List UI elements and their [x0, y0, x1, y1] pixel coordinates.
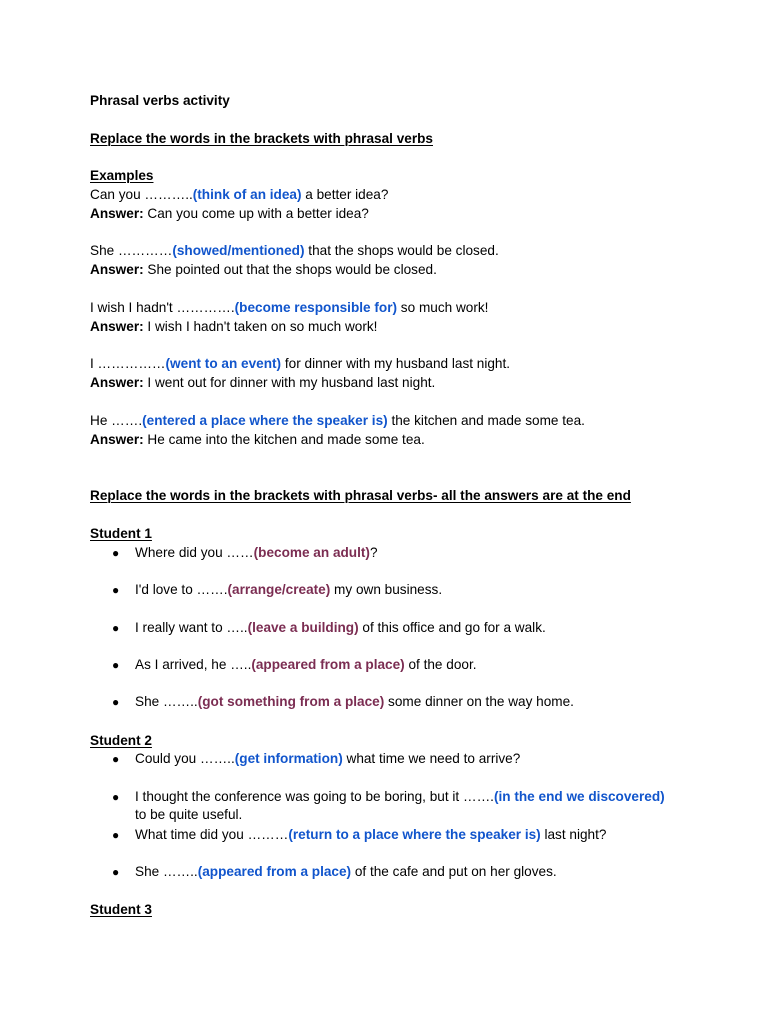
- example-answer: Answer: I went out for dinner with my husband last night.: [90, 375, 436, 390]
- example-hint: (become responsible for): [234, 300, 398, 315]
- example-hint: (think of an idea): [192, 187, 302, 202]
- example-answer: Answer: I wish I hadn't taken on so much work!: [90, 319, 378, 334]
- example-hint: (showed/mentioned): [172, 243, 305, 258]
- list-item: Where did you ……(become an adult)?: [135, 545, 378, 560]
- list-item: I'd love to …….(arrange/create) my own business.: [135, 582, 443, 597]
- bullet-icon: ●: [112, 621, 120, 635]
- example-hint: (entered a place where the speaker is): [142, 413, 388, 428]
- bullet-icon: ●: [112, 546, 120, 560]
- list-item: I thought the conference was going to be boring, but it …….(in the end we discovered): [135, 789, 665, 804]
- instructions-heading: Replace the words in the brackets with phrasal verbs: [90, 131, 433, 146]
- example-answer: Answer: She pointed out that the shops would be closed.: [90, 262, 437, 277]
- example-answer: Answer: Can you come up with a better idea?: [90, 206, 369, 221]
- example-question: I wish I hadn't ………….(become responsible for) so much work!: [90, 300, 489, 315]
- document-title: Phrasal verbs activity: [90, 93, 230, 108]
- item-hint: (arrange/create): [227, 582, 331, 597]
- item-hint: (appeared from a place): [197, 864, 352, 879]
- exercise-heading: Replace the words in the brackets with phrasal verbs- all the answers are at the end: [90, 488, 631, 503]
- bullet-icon: ●: [112, 828, 120, 842]
- item-hint: (become an adult): [253, 545, 370, 560]
- list-item: As I arrived, he …..(appeared from a place) of the door.: [135, 657, 477, 672]
- item-hint: (leave a building): [247, 620, 359, 635]
- list-item: She ……..(got something from a place) some dinner on the way home.: [135, 694, 574, 709]
- item-hint: (appeared from a place): [251, 657, 405, 672]
- bullet-icon: ●: [112, 752, 120, 766]
- item-hint: (get information): [234, 751, 343, 766]
- example-question: I ……………(went to an event) for dinner with my husband last night.: [90, 356, 511, 371]
- example-question: He …….(entered a place where the speaker is) the kitchen and made some tea.: [90, 413, 585, 428]
- item-hint: (in the end we discovered): [493, 789, 665, 804]
- bullet-icon: ●: [112, 790, 120, 804]
- bullet-icon: ●: [112, 583, 120, 597]
- list-item-continuation: to be quite useful.: [135, 807, 243, 822]
- item-hint: (return to a place where the speaker is): [288, 827, 541, 842]
- examples-heading: Examples: [90, 168, 154, 183]
- list-item: She ……..(appeared from a place) of the cafe and put on her gloves.: [135, 864, 557, 879]
- list-item: Could you ……..(get information) what time we need to arrive?: [135, 751, 521, 766]
- bullet-icon: ●: [112, 695, 120, 709]
- list-item: What time did you ………(return to a place where the speaker is) last night?: [135, 827, 607, 842]
- student-1-label: Student 1: [90, 526, 152, 541]
- bullet-icon: ●: [112, 865, 120, 879]
- example-hint: (went to an event): [165, 356, 282, 371]
- student-3-label: Student 3: [90, 902, 152, 917]
- example-question: Can you ………..(think of an idea) a better idea?: [90, 187, 389, 202]
- item-hint: (got something from a place): [197, 694, 385, 709]
- example-question: She …………(showed/mentioned) that the shops would be closed.: [90, 243, 499, 258]
- bullet-icon: ●: [112, 658, 120, 672]
- list-item: I really want to …..(leave a building) of this office and go for a walk.: [135, 620, 546, 635]
- student-2-label: Student 2: [90, 733, 152, 748]
- example-answer: Answer: He came into the kitchen and made some tea.: [90, 432, 425, 447]
